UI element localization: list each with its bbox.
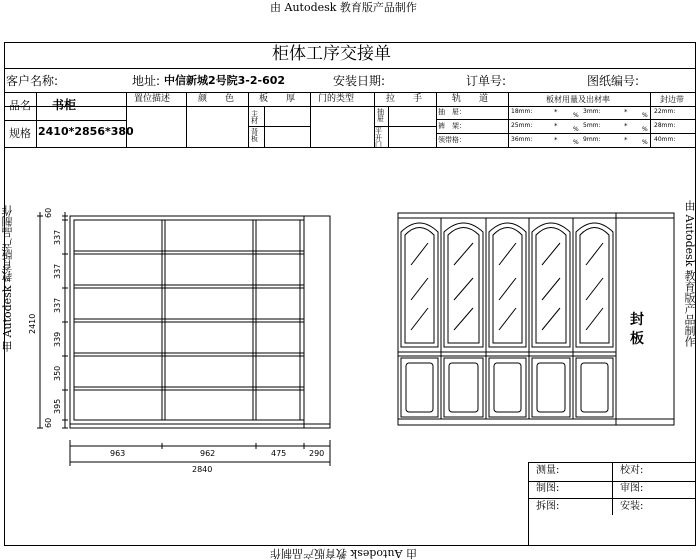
address-label: 地址: [132,74,161,88]
material-5: 5mm: [583,122,601,129]
side-panel-label-2: 板 [630,331,644,347]
dim-height-337-c: 337 [53,297,62,313]
signoff-check: 校对: [620,465,644,476]
glass-door [576,223,613,347]
panel-door-inset [449,363,478,412]
spec-value: 2410*2856*380 [38,125,134,138]
glass-door [532,223,570,347]
material-star: * [554,136,558,144]
rail-drawer-label: 抽 屉： [438,108,466,116]
glass-reflection [586,278,603,300]
glass-door [444,223,483,347]
material-3: 3mm: [583,108,601,115]
glass-reflection [411,243,428,265]
material-pct: % [642,112,648,119]
panel-door [576,358,613,417]
material-36: 36mm: [511,136,533,143]
glass-reflection [586,243,603,265]
header-color: 颜 色 [198,94,235,104]
panel-door [532,358,570,417]
form-title: 柜体工序交接单 [272,44,391,64]
glass-reflection [499,308,516,330]
material-25: 25mm: [511,122,533,129]
rail-pants-label: 裤 架： [438,122,466,130]
header-edge: 封边带 [660,95,684,104]
dim-height-395: 395 [53,398,62,414]
material-star: * [624,122,628,130]
edge-28: 28mm: [654,122,676,129]
glass-reflection [454,278,473,300]
glass-reflection [499,243,516,265]
material-9: 9mm: [583,136,601,143]
glass-reflection [586,308,603,330]
watermark-bottom: 由 Autodesk 教育版产品制作 [270,547,417,560]
glass-door-inner [405,228,434,344]
panel-door-inset [537,363,565,412]
dim-total-height: 2410 [28,313,37,334]
glass-reflection [454,308,473,330]
signoff-measure: 测量: [536,465,560,476]
header-position: 置位描述 [134,94,171,104]
dim-height-350: 350 [53,365,62,381]
edge-22: 22mm: [654,108,676,115]
panel-door-inset [494,363,521,412]
material-18: 18mm: [511,108,533,115]
glass-reflection [411,308,428,330]
dim-height-337-a: 337 [53,229,62,245]
spec-label: 规格 [9,127,31,140]
signoff-review: 审图: [620,483,644,494]
glass-door [401,223,438,347]
panel-door [489,358,526,417]
signoff-install: 安装: [620,501,644,512]
panel-door [444,358,483,417]
header-material: 板材用量及出材率 [546,95,610,104]
address-value: 中信新城2号院3-2-602 [164,74,286,87]
material-star: * [624,136,628,144]
signoff-col [612,462,613,515]
glass-reflection [411,278,428,300]
glass-reflection [542,278,560,300]
dim-height-60-bottom: 60 [44,417,53,428]
watermark-left: 由 Autodesk 教育版产品制作 [1,205,14,352]
header-handle: 拉 手 [386,94,423,104]
glass-door-inner [448,228,479,344]
watermark-top: 由 Autodesk 教育版产品制作 [270,1,417,14]
dim-height-339: 339 [53,331,62,347]
side-panel-label-1: 封 [630,312,644,328]
glass-reflection [499,278,516,300]
handle-door-label: 平开门 [375,127,382,149]
material-pct: % [573,139,579,146]
dim-height-60-top: 60 [44,207,53,218]
header-rail: 轨 道 [452,94,489,104]
handle-drawer-label: 抽屉 [377,108,384,123]
material-star: * [554,122,558,130]
glass-reflection [542,243,560,265]
panel-door [401,358,438,417]
dim-width-963: 963 [110,449,126,458]
name-value: 书柜 [52,98,77,112]
material-pct: % [573,112,579,119]
board-back-label: 背板 [251,128,258,143]
material-pct: % [642,139,648,146]
glass-door-inner [493,228,522,344]
dim-width-962: 962 [200,449,216,458]
header-board: 板 厚 [259,94,296,104]
edge-40: 40mm: [654,136,676,143]
signoff-dismantle: 拆图: [536,501,560,512]
dim-width-475: 475 [271,449,287,458]
customer-label: 客户名称: [6,74,59,88]
name-label: 品名 [9,99,31,112]
header-door-type: 门的类型 [318,94,355,104]
dim-total-width: 2840 [192,465,213,474]
glass-door-inner [580,228,609,344]
watermark-right: 由 Autodesk 教育版产品制作 [683,200,696,347]
panel-door-inset [581,363,608,412]
glass-door [489,223,526,347]
signoff-drawing: 制图: [536,483,560,494]
drawing-no-label: 图纸编号: [587,74,640,88]
rail-tie-label: 领带格： [438,136,466,144]
glass-reflection [542,308,560,330]
order-no-label: 订单号: [466,74,507,88]
dim-height-337-b: 337 [53,263,62,279]
material-pct: % [573,126,579,133]
material-star: * [554,108,558,116]
glass-door-inner [536,228,566,344]
dim-width-290: 290 [309,449,325,458]
material-star: * [624,108,628,116]
install-date-label: 安装日期: [333,74,386,88]
panel-door-inset [406,363,433,412]
glass-reflection [454,243,473,265]
board-main-label: 主材 [251,110,258,125]
material-pct: % [642,126,648,133]
